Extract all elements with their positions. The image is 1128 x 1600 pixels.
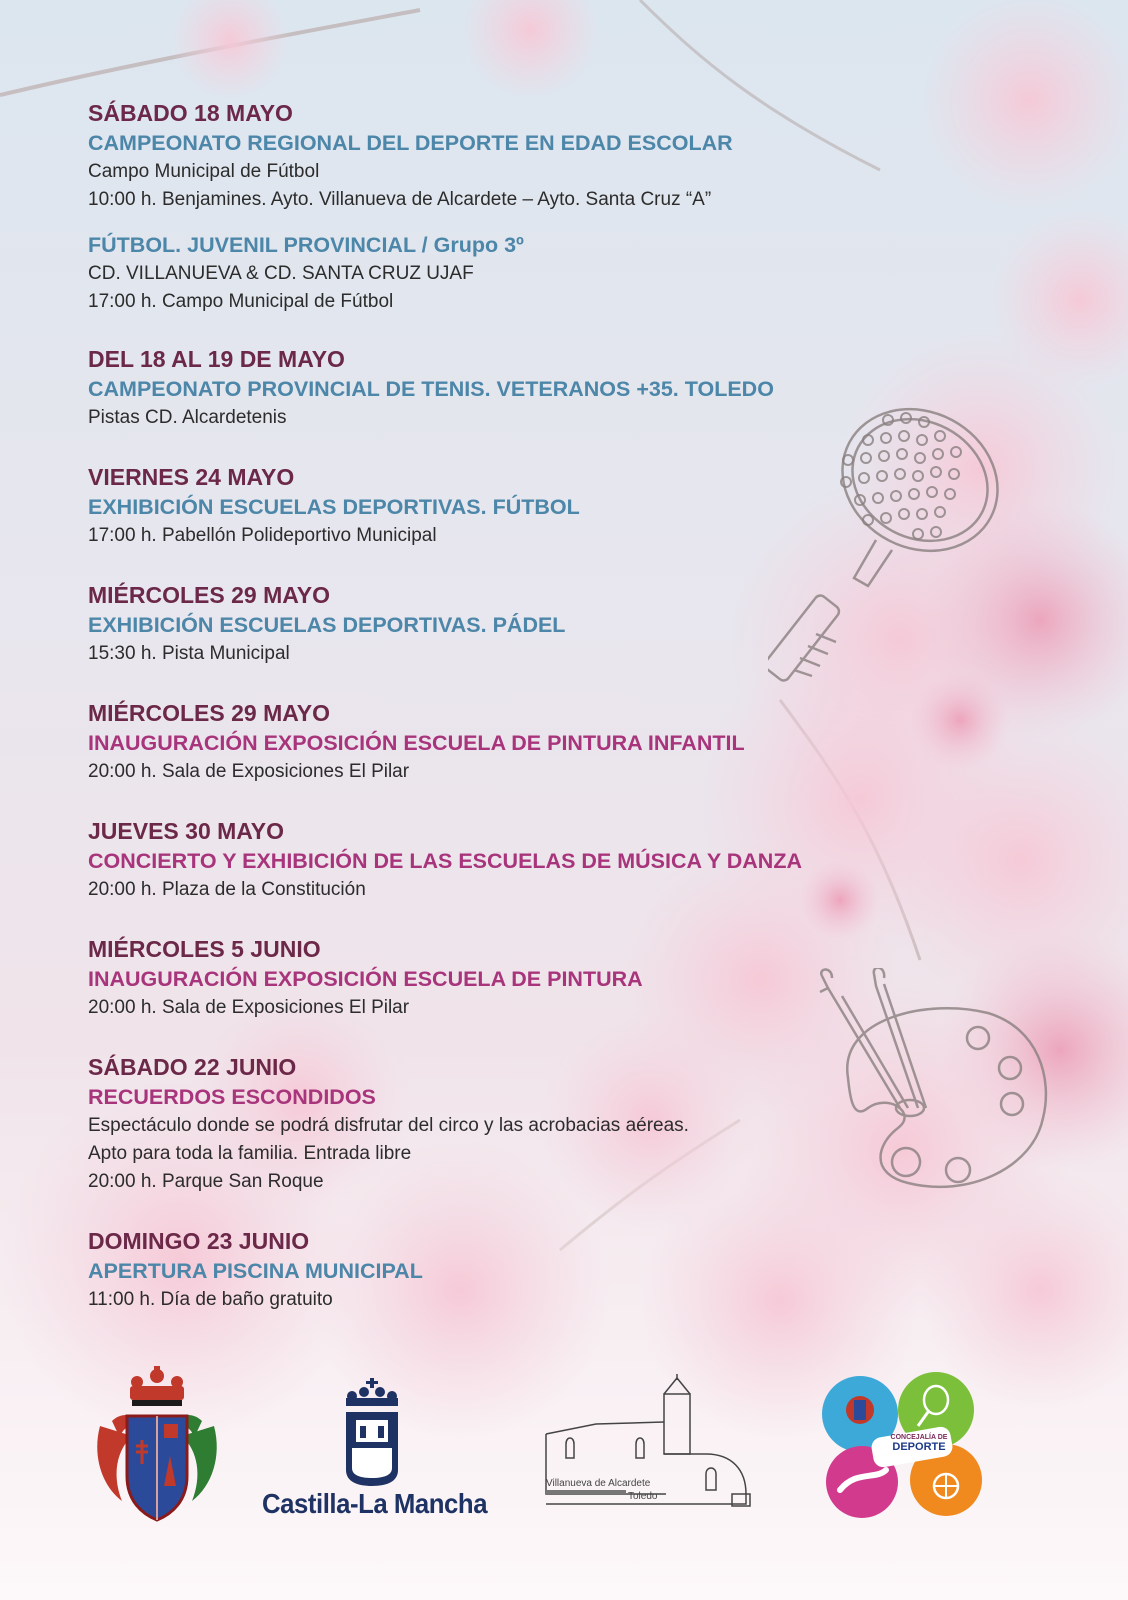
event-title: CAMPEONATO PROVINCIAL DE TENIS. VETERANOS +35. TOLEDO [88,377,774,401]
event-date: DOMINGO 23 JUNIO [88,1228,310,1254]
villanueva-province-label: Toledo [628,1491,658,1502]
event-item [88,462,868,550]
event-detail: 20:00 h. Sala de Exposiciones El Pilar [88,761,410,782]
event-detail: Espectáculo donde se podrá disfrutar del circo y las acrobacias aéreas. [88,1115,689,1136]
event-title: EXHIBICIÓN ESCUELAS DEPORTIVAS. FÚTBOL [88,495,580,519]
event-date: SÁBADO 22 JUNIO [88,1054,297,1080]
event-item [88,698,868,786]
event-detail: CD. VILLANUEVA & CD. SANTA CRUZ UJAF [88,263,474,284]
event-title: INAUGURACIÓN EXPOSICIÓN ESCUELA DE PINTURA INFANTIL [88,731,745,755]
sponsor-logos [0,1360,1128,1560]
villanueva-label: Villanueva de Alcardete [546,1478,651,1489]
event-title: APERTURA PISCINA MUNICIPAL [88,1259,423,1283]
event-item [88,934,868,1022]
event-date: MIÉRCOLES 29 MAYO [88,700,330,726]
event-title: EXHIBICIÓN ESCUELAS DEPORTIVAS. PÁDEL [88,613,566,637]
event-detail: 20:00 h. Sala de Exposiciones El Pilar [88,997,410,1018]
event-detail: 20:00 h. Parque San Roque [88,1171,324,1192]
event-item [88,816,868,904]
castilla-la-mancha-wordmark: Castilla-La Mancha [262,1488,488,1519]
event-date: SÁBADO 18 MAYO [88,100,293,126]
event-title: CAMPEONATO REGIONAL DEL DEPORTE EN EDAD ESCOLAR [88,131,733,155]
event-title: RECUERDOS ESCONDIDOS [88,1085,376,1109]
event-date: JUEVES 30 MAYO [88,818,285,844]
deporte-label-big: DEPORTE [892,1441,946,1453]
event-date: MIÉRCOLES 29 MAYO [88,582,330,608]
event-detail: Pistas CD. Alcardetenis [88,407,287,428]
event-title: FÚTBOL. JUVENIL PROVINCIAL / Grupo 3º [88,233,524,257]
coat-of-arms-logo [92,1366,222,1536]
event-detail: 11:00 h. Día de baño gratuito [88,1289,333,1310]
event-item [88,1052,868,1196]
castilla-la-mancha-emblem [342,1378,402,1488]
event-item [88,230,868,316]
deporte-label [884,1434,954,1453]
event-title: INAUGURACIÓN EXPOSICIÓN ESCUELA DE PINTURA [88,967,643,991]
event-title: CONCIERTO Y EXHIBICIÓN DE LAS ESCUELAS DE MÚSICA Y DANZA [88,849,802,873]
event-item [88,344,868,432]
event-detail: Apto para toda la familia. Entrada libre [88,1143,412,1164]
deporte-label-small: CONCEJALÍA DE [890,1434,948,1441]
event-detail: 17:00 h. Campo Municipal de Fútbol [88,291,394,312]
event-detail: 10:00 h. Benjamines. Ayto. Villanueva de Alcardete – Ayto. Santa Cruz “A” [88,189,712,210]
event-date: DEL 18 AL 19 DE MAYO [88,346,345,372]
event-detail: 17:00 h. Pabellón Polideportivo Municipal [88,525,437,546]
event-item [88,580,868,668]
event-detail: 20:00 h. Plaza de la Constitución [88,879,366,900]
event-detail: 15:30 h. Pista Municipal [88,643,290,664]
event-item [88,98,868,214]
event-detail: Campo Municipal de Fútbol [88,161,320,182]
event-date: MIÉRCOLES 5 JUNIO [88,936,321,962]
event-list [88,98,868,1334]
event-date: VIERNES 24 MAYO [88,464,295,490]
event-item [88,1226,868,1314]
